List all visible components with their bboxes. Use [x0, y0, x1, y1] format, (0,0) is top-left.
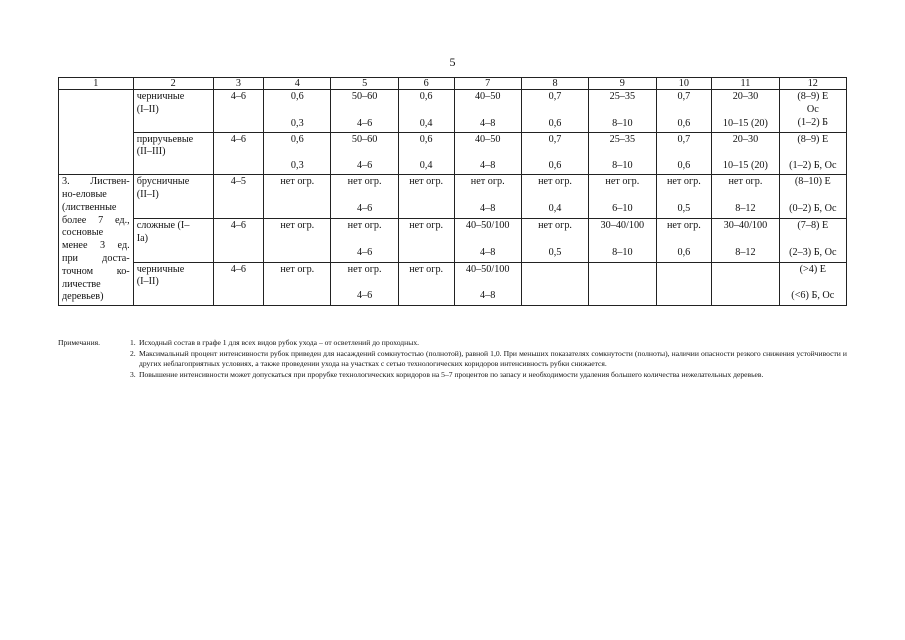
- forest-type-text: брусничные: [136, 176, 190, 188]
- col-header: 5: [331, 78, 398, 90]
- upper-value: 50–60: [351, 91, 378, 102]
- group-label-line: личестве: [62, 278, 101, 290]
- data-cell: [331, 218, 398, 262]
- data-cell: [454, 262, 521, 306]
- data-cell: [264, 132, 331, 175]
- upper-value: нет огр.: [409, 176, 444, 188]
- data-cell: [589, 175, 656, 219]
- data-cell: [331, 175, 398, 219]
- upper-value: 40–50/100: [465, 263, 510, 275]
- lower-value: 8–10: [612, 246, 633, 258]
- upper-value: 0,7: [548, 133, 562, 145]
- upper-value: 25–35: [609, 133, 636, 145]
- data-cell: [712, 132, 779, 175]
- data-cell: [521, 175, 588, 219]
- forest-type-text: Iа): [136, 232, 148, 244]
- col-header: 6: [398, 78, 454, 90]
- upper-value: 30–40/100: [723, 219, 768, 231]
- table-row: [59, 175, 847, 219]
- group-label-line: 3. Листвен-: [62, 176, 130, 188]
- lower-value: 0,6: [548, 160, 562, 172]
- lower-value: (1–2) Б: [797, 116, 829, 128]
- col-header: 9: [589, 78, 656, 90]
- upper-value: нет огр.: [409, 219, 444, 231]
- data-cell: [712, 175, 779, 219]
- upper-value: 0,6: [419, 133, 433, 145]
- table-row: [59, 132, 847, 175]
- upper-value: 0,6: [290, 133, 304, 145]
- data-cell: [712, 90, 779, 133]
- data-cell: [331, 90, 398, 133]
- data-cell: [779, 218, 846, 262]
- upper-value: 0,7: [677, 91, 691, 102]
- upper-value: 0,7: [677, 133, 691, 145]
- age-cell: [213, 175, 263, 219]
- col-header: 11: [712, 78, 779, 90]
- lower-value: 4–6: [356, 246, 373, 258]
- upper-value: нет огр.: [538, 219, 572, 231]
- note-text: Исходный состав в графе 1 для всех видов рубок ухода – от осветлений до проходных.: [139, 338, 420, 347]
- table-row: [59, 262, 847, 306]
- data-cell: [521, 262, 588, 306]
- lower-value: 0,3: [290, 117, 304, 129]
- data-cell: [656, 175, 712, 219]
- lower-value: 0,6: [677, 117, 691, 129]
- lower-value: 4–8: [480, 202, 496, 214]
- upper-value: 0,6: [290, 91, 304, 102]
- data-cell: [779, 262, 846, 306]
- note-number: 2.: [130, 348, 136, 358]
- note-number: 1.: [130, 338, 136, 347]
- data-cell: [264, 90, 331, 133]
- upper-value: нет огр.: [347, 176, 382, 188]
- data-cell: [398, 175, 454, 219]
- group-cell-label: [59, 175, 134, 306]
- group-label-line: деревьев): [62, 291, 104, 303]
- lower-value: 0,4: [548, 202, 562, 214]
- notes: [58, 338, 847, 380]
- col-header: 3: [213, 78, 263, 90]
- data-cell: [779, 175, 846, 219]
- upper-value: 30–40/100: [600, 219, 645, 231]
- data-cell: [589, 132, 656, 175]
- lower-value: 0,4: [419, 117, 433, 129]
- table-row: [59, 218, 847, 262]
- page-number: 5: [449, 55, 456, 69]
- forest-type-cell: [133, 90, 213, 133]
- upper-value: (>4) Е: [799, 263, 826, 275]
- note-item: [130, 338, 847, 349]
- data-cell: [656, 132, 712, 175]
- upper-value: 0,6: [419, 91, 433, 102]
- upper-value: (8–10) Е: [794, 176, 831, 188]
- note-text: Повышение интенсивности может допускаться при прорубке технологических коридоров на 5–7 процентов по запасу и необходимости удаления большего количества нежелательных деревьев.: [139, 369, 764, 379]
- col-header: 1: [59, 78, 134, 90]
- lower-value: 8–12: [735, 246, 756, 258]
- header-row: [59, 78, 847, 90]
- group-label-line: сосновые: [62, 227, 104, 239]
- forest-type-cell: [133, 175, 213, 219]
- upper-value: нет огр.: [538, 176, 572, 188]
- data-cell: [712, 218, 779, 262]
- data-cell: [779, 90, 846, 133]
- lower-value: (2–3) Б, Ос: [789, 246, 837, 258]
- table-row: [59, 90, 847, 133]
- data-cell: [656, 90, 712, 133]
- data-cell: [331, 132, 398, 175]
- forest-type-cell: [133, 218, 213, 262]
- upper-value-extra: Ос: [806, 103, 819, 115]
- age-cell: [213, 218, 263, 262]
- age-value: 4–6: [230, 133, 247, 145]
- forest-type-text: (II–I): [136, 188, 159, 200]
- lower-value: 0,6: [677, 246, 691, 258]
- forest-type-text: приручьевые: [136, 133, 194, 145]
- lower-value: 8–10: [612, 117, 633, 129]
- group-cell-empty: [59, 90, 134, 175]
- data-cell: [398, 218, 454, 262]
- group-label-line: точном ко-: [62, 265, 130, 277]
- group-label-line: менее 3 ед.: [62, 240, 130, 252]
- lower-value: 10–15 (20): [722, 160, 768, 172]
- upper-value: 50–60: [351, 133, 378, 145]
- data-cell: [589, 262, 656, 306]
- lower-value: (0–2) Б, Ос: [789, 202, 837, 214]
- forest-type-text: (I–II): [136, 276, 159, 288]
- data-cell: [398, 132, 454, 175]
- upper-value: нет огр.: [347, 219, 382, 231]
- col-header: 8: [521, 78, 588, 90]
- upper-value: нет огр.: [666, 219, 701, 231]
- data-cell: [264, 175, 331, 219]
- upper-value: нет огр.: [280, 263, 315, 275]
- group-label-line: при доста-: [62, 252, 130, 264]
- lower-value: 4–8: [480, 117, 496, 129]
- upper-value: 25–35: [609, 91, 636, 102]
- forest-type-text: черничные: [136, 91, 185, 102]
- note-number: 3.: [130, 369, 136, 379]
- upper-value: нет огр.: [409, 263, 444, 275]
- data-cell: [398, 262, 454, 306]
- age-value: 4–5: [230, 176, 247, 188]
- data-cell: [454, 218, 521, 262]
- upper-value: нет огр.: [347, 263, 382, 275]
- data-cell: [454, 175, 521, 219]
- col-header: 4: [264, 78, 331, 90]
- note-text: Максимальный процент интенсивности рубок приведен для насаждений сомкнутостью (полнотой), равной 1,0. При меньших показателях сомкнутости (полноты), наличии опасности резкого снижения устойчивости и других неблагоприятных условиях, а также проведении ухода на участках с сетью технологических коридоров интенсивность рубки снижается.: [139, 348, 847, 369]
- data-cell: [521, 218, 588, 262]
- data-cell: [331, 262, 398, 306]
- upper-value: 0,7: [548, 91, 562, 102]
- notes-label: Примечания.: [58, 338, 101, 347]
- data-cell: [779, 132, 846, 175]
- intensity-table: [58, 77, 847, 306]
- lower-value: 0,4: [419, 160, 433, 172]
- age-value: 4–6: [230, 263, 247, 275]
- col-header: 7: [454, 78, 521, 90]
- group-label-line: более 7 ед.,: [62, 214, 130, 226]
- upper-value: 40–50: [474, 133, 501, 145]
- group-label-line: (лиственные: [62, 201, 117, 213]
- data-cell: [454, 90, 521, 133]
- lower-value: 4–8: [480, 246, 496, 258]
- upper-value: (7–8) Е: [797, 219, 829, 231]
- forest-type-text: черничные: [136, 263, 185, 275]
- group-label-line: но-еловые: [62, 188, 107, 200]
- lower-value: 0,5: [548, 246, 562, 258]
- lower-value: 4–6: [356, 290, 373, 302]
- lower-value: 8–10: [612, 160, 633, 172]
- lower-value: 0,5: [677, 202, 691, 214]
- data-cell: [589, 218, 656, 262]
- upper-value: (8–9) Е: [797, 91, 829, 102]
- upper-value: нет огр.: [728, 176, 763, 188]
- lower-value: 0,6: [548, 117, 562, 129]
- lower-value: 4–6: [356, 117, 373, 129]
- upper-value: нет огр.: [470, 176, 505, 188]
- upper-value: нет огр.: [605, 176, 640, 188]
- upper-value: 20–30: [732, 91, 759, 102]
- upper-value: нет огр.: [280, 176, 315, 188]
- data-cell: [264, 218, 331, 262]
- lower-value: 4–6: [356, 160, 373, 172]
- lower-value: (1–2) Б, Ос: [789, 160, 837, 172]
- forest-type-cell: [133, 132, 213, 175]
- lower-value: 8–12: [735, 202, 756, 214]
- age-cell: [213, 262, 263, 306]
- lower-value: 4–8: [480, 290, 496, 302]
- upper-value: нет огр.: [666, 176, 701, 188]
- lower-value: (<6) Б, Ос: [791, 290, 835, 302]
- lower-value: 4–8: [480, 160, 496, 172]
- data-cell: [454, 132, 521, 175]
- col-header: 10: [656, 78, 712, 90]
- forest-type-text: (I–II): [136, 103, 159, 115]
- age-cell: [213, 132, 263, 175]
- age-value: 4–6: [230, 219, 247, 231]
- col-header: 2: [133, 78, 213, 90]
- note-item: [130, 349, 847, 370]
- data-cell: [521, 132, 588, 175]
- forest-type-text: сложные (I–: [136, 219, 190, 231]
- upper-value: 40–50/100: [465, 219, 510, 231]
- forest-type-cell: [133, 262, 213, 306]
- lower-value: 0,6: [677, 160, 691, 172]
- data-cell: [656, 218, 712, 262]
- age-cell: [213, 90, 263, 133]
- upper-value: 40–50: [474, 91, 501, 102]
- upper-value: (8–9) Е: [797, 133, 829, 145]
- note-item: [130, 370, 847, 381]
- data-cell: [589, 90, 656, 133]
- data-cell: [398, 90, 454, 133]
- lower-value: 6–10: [612, 202, 633, 214]
- data-cell: [712, 262, 779, 306]
- col-header: 12: [779, 78, 846, 90]
- age-value: 4–6: [230, 91, 247, 102]
- upper-value: 20–30: [732, 133, 759, 145]
- data-cell: [264, 262, 331, 306]
- lower-value: 10–15 (20): [722, 117, 768, 129]
- forest-type-text: (II–III): [136, 146, 166, 158]
- upper-value: нет огр.: [280, 219, 315, 231]
- lower-value: 4–6: [356, 202, 373, 214]
- data-cell: [521, 90, 588, 133]
- data-cell: [656, 262, 712, 306]
- lower-value: 0,3: [290, 160, 304, 172]
